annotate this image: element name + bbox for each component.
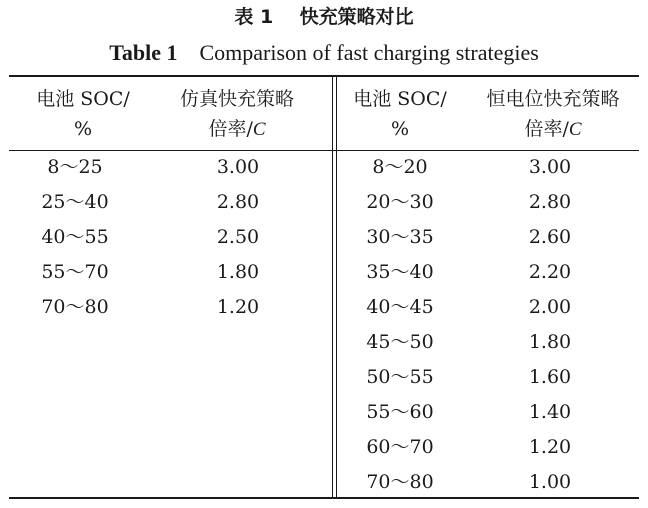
table-cell-right-soc: 40～45 xyxy=(366,296,434,318)
table-cell-right-rate: 2.80 xyxy=(528,191,572,213)
table-top-rule xyxy=(9,75,639,77)
header-right-rate-prefix: 倍率/ xyxy=(524,118,569,140)
table-cell-right-rate: 1.00 xyxy=(528,471,572,493)
table-cell-left-soc: 40～55 xyxy=(41,226,109,248)
table-cell-left-rate: 1.80 xyxy=(216,261,260,283)
table-cell-left-soc: 8～25 xyxy=(47,156,103,178)
table-cell-left-soc: 55～70 xyxy=(41,261,109,283)
table-cell-right-rate: 2.00 xyxy=(528,296,572,318)
table-cell-left-rate: 3.00 xyxy=(216,156,260,178)
table-caption-text: Comparison of fast charging strategies xyxy=(199,40,539,65)
header-left-rate-line2 xyxy=(162,114,312,145)
table-cell-right-rate: 2.60 xyxy=(528,226,572,248)
header-right-soc-line2: % xyxy=(390,118,410,140)
table-cell-right-soc: 55～60 xyxy=(366,401,434,423)
table-cell-left-rate: 2.80 xyxy=(216,191,260,213)
header-left-soc-line2: % xyxy=(73,118,93,140)
table-title-chinese: 表 1 快充策略对比 xyxy=(234,6,414,28)
table-cell-right-soc: 70～80 xyxy=(366,471,434,493)
table-cell-right-soc: 30～35 xyxy=(366,226,434,248)
column-divider-right xyxy=(336,77,337,497)
table-cell-right-rate: 1.80 xyxy=(528,331,572,353)
table-cell-right-soc: 45～50 xyxy=(366,331,434,353)
right-rate-column xyxy=(480,150,620,500)
header-left-rate-unit: C xyxy=(252,119,266,140)
table-cell-right-rate: 1.20 xyxy=(528,436,572,458)
table-cell-left-rate: 1.20 xyxy=(216,296,260,318)
table-title-english xyxy=(0,38,648,68)
header-left-soc xyxy=(18,84,148,144)
column-divider-left xyxy=(332,77,333,497)
table-cell-right-soc: 35～40 xyxy=(366,261,434,283)
header-left-soc-line1: 电池 SOC/ xyxy=(36,88,130,110)
table-cell-right-soc: 8～20 xyxy=(372,156,428,178)
header-right-soc-line1: 电池 SOC/ xyxy=(353,88,447,110)
table-cell-right-soc: 50～55 xyxy=(366,366,434,388)
left-rate-column xyxy=(168,150,308,325)
table-cell-right-rate: 3.00 xyxy=(528,156,572,178)
table-cell-right-rate: 1.40 xyxy=(528,401,572,423)
table-cell-right-soc: 60～70 xyxy=(366,436,434,458)
header-right-rate-line1: 恒电位快充策略 xyxy=(486,88,620,110)
header-left-rate-line1: 仿真快充策略 xyxy=(179,88,294,110)
table-cell-left-soc: 25～40 xyxy=(41,191,109,213)
header-right-soc xyxy=(338,84,462,144)
header-left-rate xyxy=(162,84,312,145)
header-left-rate-prefix: 倍率/ xyxy=(208,118,253,140)
table-cell-left-soc: 70～80 xyxy=(41,296,109,318)
table-number-label: Table 1 xyxy=(109,40,178,65)
header-right-rate-unit: C xyxy=(568,119,582,140)
table-cell-right-rate: 1.60 xyxy=(528,366,572,388)
table-cell-left-rate: 2.50 xyxy=(216,226,260,248)
right-soc-column xyxy=(340,150,460,500)
header-right-rate xyxy=(468,84,638,145)
table-cell-right-soc: 20～30 xyxy=(366,191,434,213)
table-cell-right-rate: 2.20 xyxy=(528,261,572,283)
left-soc-column xyxy=(10,150,140,325)
header-right-rate-line2 xyxy=(468,114,638,145)
